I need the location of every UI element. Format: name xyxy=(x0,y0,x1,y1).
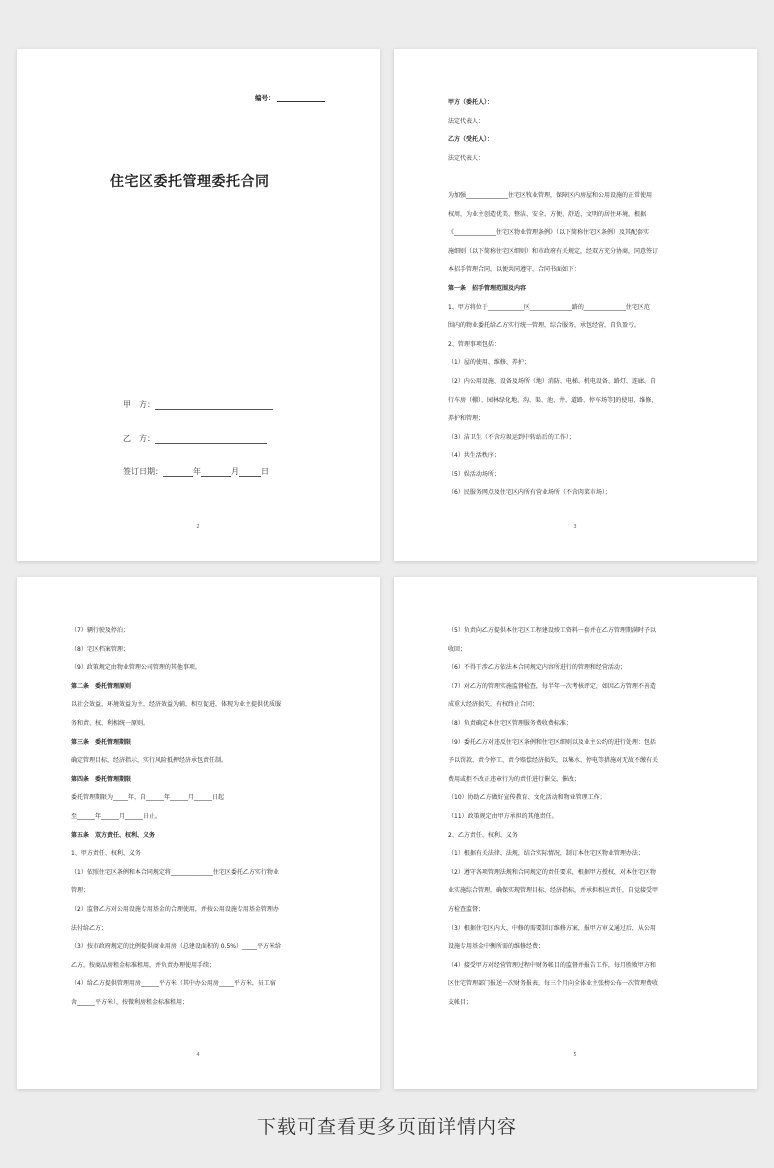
text-line: 法定代表人： xyxy=(448,154,485,162)
text-line: 法定代表人： xyxy=(448,117,485,125)
text-line: （6）不得干涉乙方依法本合同规定内容所进行的管理和经营活动； xyxy=(448,664,626,672)
text-line: （2）遵守各项管理法规和合同规定的责任要求，根据甲方授权，对本住宅区物 xyxy=(448,868,656,876)
document-page-cover xyxy=(17,49,380,561)
text-line: 养护和管理； xyxy=(448,415,485,423)
document-page-2 xyxy=(394,49,757,561)
sign-day-label: 日 xyxy=(261,467,269,476)
contract-number-label: 编号： xyxy=(255,94,275,102)
text-line: 1、甲方将位于____________区______________路的______________住宅区范 xyxy=(448,303,650,311)
text-line: 费用或拒不改正违章行为的责任进行催交、催改； xyxy=(448,775,581,783)
text-line: （11）政策规定由甲方承担的其他责任。 xyxy=(448,812,558,820)
contract-number-field xyxy=(255,93,325,102)
text-line: （1）依照住宅区条例和本合同规定将______________住宅区委托乙方实行物业 xyxy=(71,868,279,876)
sign-date-field xyxy=(123,466,269,477)
party-a-label: 甲 方： xyxy=(123,400,155,409)
document-page-4 xyxy=(394,577,757,1089)
text-line: （7）辆行驶及停泊； xyxy=(71,627,129,634)
page-number: 2 xyxy=(196,524,200,530)
sign-date-label: 签订日期： xyxy=(123,467,163,476)
text-line: 施细则（以下简称住宅区细则）和市政府有关规定，经双方充分协商，同意签订 xyxy=(448,247,659,255)
page-number: 3 xyxy=(573,524,577,530)
text-line: （3）洁卫生（不含垃圾运到中转站后的工作）； xyxy=(448,433,575,441)
download-more-caption: 下载可查看更多页面详情内容 xyxy=(256,1116,517,1138)
text-line: 为加强______________住宅区牧业管理，保障区内房屋和公用设施的正常使用 xyxy=(448,191,653,199)
text-line: 管理； xyxy=(71,887,90,895)
sign-month-label: 月 xyxy=(231,467,239,476)
party-b-field xyxy=(123,433,267,444)
text-line: （9）委托乙方对违反住宅区条例和住宅区细则以及业主公约的进行处理：包括 xyxy=(448,738,656,746)
contract-number-blank xyxy=(277,95,325,102)
text-line: 业实施综合管理，确保实现管理目标、经济指标，并承担相应责任，自觉接受甲 xyxy=(448,887,659,895)
sign-year-label: 年 xyxy=(193,467,201,476)
text-line: 区住宅管理部门报送一次财务报表，每三个月向全体业主张榜公布一次管理费收 xyxy=(448,980,659,988)
sign-day-blank xyxy=(239,469,261,477)
text-line: 委托管理期限为_____年，自______年______月______日起 xyxy=(71,794,225,802)
section-heading: 第二条 委托管理原则 xyxy=(71,682,132,690)
section-heading: 第一条 招手管理范围及内容 xyxy=(448,284,527,292)
text-line: 以社会效益、环境效益为主，经济效益为辅，相互促进，体现为业主提供优质服 xyxy=(71,701,282,709)
page-number: 5 xyxy=(573,1052,577,1058)
text-line: 至______年______月______日止。 xyxy=(71,812,162,820)
text-line: （5）负责向乙方提供本住宅区工程建设竣工资料一套并在乙方管理期满时予以 xyxy=(448,627,656,634)
text-line: （10）协助乙方做好宣传教育、文化活动和物业管理工作； xyxy=(448,794,606,802)
page-body xyxy=(71,625,331,1015)
text-line: （7）对乙方的管理实施监督检查，每半年一次考核评定，如因乙方管理不善造 xyxy=(448,682,656,690)
text-line: 围内的物业委托给乙方实行统一管理，综合服务，承包经营，自负盈亏。 xyxy=(448,322,641,330)
text-line: 权周，为业主创造优美、整洁、安全、方便、舒适、文明的居住环境，根据 xyxy=(448,210,647,218)
text-line: 确定管理目标，经济指示，实行风险抵押经济承包责任制。 xyxy=(71,757,228,765)
text-line: （8）负责确定本住宅区管理服务费收费标准； xyxy=(448,719,572,727)
text-line: （2）内公用设施、设备及场所（地）消防、电梯、机电设备、路灯、连廊、自 xyxy=(448,377,656,385)
document-title: 住宅区委托管理委托合同 xyxy=(110,174,270,190)
text-line: （1）屋的使用、维修、养护； xyxy=(448,359,530,367)
text-line: 乙方，按商品房租金标准租用，并负责办理使用手续； xyxy=(71,961,216,969)
section-heading: 甲方（委托人）： xyxy=(448,99,494,106)
section-heading: 第四条 委托管理期限 xyxy=(71,775,132,783)
text-line: 本招手管理合同，以便共同遵守，合同书面如下： xyxy=(448,266,581,274)
text-line: （5）娱活动场所； xyxy=(448,470,500,478)
text-line: 舍______平方米），按微利房租金标准租用； xyxy=(71,998,189,1006)
text-line: （1）根据有关法律、法规，结合实际情况，制订本住宅区物业管理办法； xyxy=(448,850,644,858)
text-line: 设施专用基金中衡所需的维修经费； xyxy=(448,943,545,951)
text-line: 行车房（棚）、园林绿化地、沟、渠、池、井、道路、停车场等]的使用、维修、 xyxy=(448,396,658,404)
text-line: 支帐目； xyxy=(448,998,473,1006)
party-b-label: 乙 方： xyxy=(123,434,155,443)
text-line: 2、管理事项包括： xyxy=(448,340,500,348)
party-a-field xyxy=(123,399,273,410)
text-line: （6）民服务网点及住宅区内所有营业场所（不含肉菜市场）； xyxy=(448,489,611,497)
sign-year-blank xyxy=(163,469,193,477)
section-heading: 第三条 委托管理期限 xyxy=(71,738,132,746)
section-heading: 第五条 双方责任、权利、义务 xyxy=(71,831,156,839)
text-line: （3）按市政府规定的比例提供商业用房（总建设面积的 0.5%）_____平方米给 xyxy=(71,943,281,951)
text-line: （4）共生活秩序； xyxy=(448,452,500,460)
page-number: 4 xyxy=(196,1052,200,1058)
text-line: （4）接受甲方对经营管理过程中财务帐目的监督并报告工作，每月胜败甲方和 xyxy=(448,961,656,969)
text-line: 1、甲方责任、权利、义务 xyxy=(71,850,141,858)
text-line: （8）宅区档案管理； xyxy=(71,645,129,653)
page-body xyxy=(448,625,708,1015)
text-line: （3）根据住宅区内大、中修的需要制订维修方案，报甲方审义通过后，从公用 xyxy=(448,924,656,932)
text-line: （2）监督乙方对公用设施专用基金的合理使用，并按公用设施专用基金管理办 xyxy=(71,905,279,913)
text-line: 收回； xyxy=(448,645,467,653)
page-body xyxy=(448,97,708,506)
text-line: 务和责、权、利相统一原则。 xyxy=(71,719,150,727)
text-line: 《______________住宅区物业管理条例》（以下简称住宅区条例）及其配套实 xyxy=(448,229,650,237)
text-line: 法付给乙方； xyxy=(71,924,108,932)
text-line: 2、乙方责任、权利、义务 xyxy=(448,831,518,839)
party-b-blank xyxy=(155,436,267,444)
text-line: （9）政策规定由物业管理公司管理的其他事项。 xyxy=(71,664,201,672)
section-heading: 乙方（受托人）： xyxy=(448,136,494,144)
text-line: 方检查监督； xyxy=(448,905,485,913)
text-line: （4）给乙方提供管理用房______平方米（其中办公用房_____平方米，员工宿 xyxy=(71,980,276,988)
text-line: 成重大经济损失，有权终止合同； xyxy=(448,701,539,709)
sign-month-blank xyxy=(201,469,231,477)
party-a-blank xyxy=(155,402,273,410)
text-line: 予以罚款、责令停工、责令赔偿经济损失，以集水、停电等措施对无故不缴有关 xyxy=(448,757,659,765)
document-page-3 xyxy=(17,577,380,1089)
